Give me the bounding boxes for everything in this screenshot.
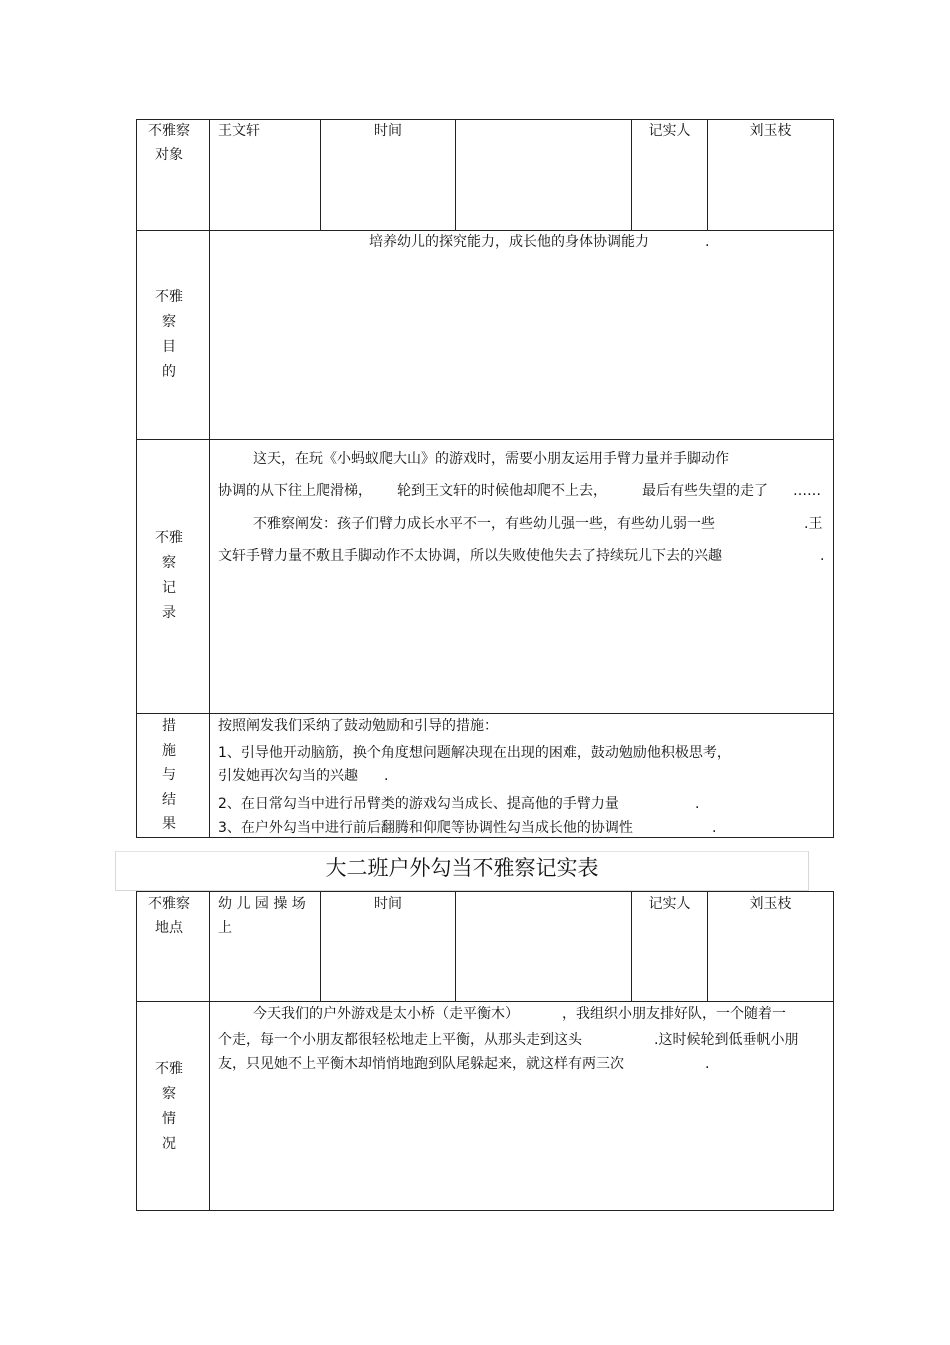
label-char: 施: [162, 742, 176, 759]
table2-bottom-border: [136, 1210, 834, 1211]
measures-line-5b: .: [712, 820, 717, 836]
table2-label-divider: [209, 891, 210, 1211]
situation-line-2a: 个走，每一个小朋友都很轻松地走上平衡，从那头走到这头: [218, 1032, 582, 1048]
label-char: 记: [162, 580, 176, 596]
label-line: 不雅察: [148, 123, 190, 139]
label-line: 地点: [155, 920, 183, 936]
situation-line-3b: .: [705, 1056, 710, 1072]
measures-line-4b: .: [695, 796, 700, 812]
label-char: 察: [162, 555, 176, 571]
record-line-4a: 文轩手臂力量不敷且手脚动作不太协调，所以失败使他失去了持续玩儿下去的兴趣: [218, 548, 722, 564]
situation-line-2b: .这时候轮到低垂帆小朋: [654, 1032, 799, 1048]
label-char: 的: [162, 364, 176, 380]
time-label: 时间: [374, 896, 402, 912]
label-char: 不雅: [155, 530, 183, 546]
measures-line-3b: .: [384, 768, 389, 784]
record-line-2a: 协调的从下往上爬滑梯，: [218, 483, 372, 499]
table1-row-divider: [136, 439, 834, 440]
observe-object-label: [137, 119, 201, 167]
purpose-text: 培养幼儿的探究能力，成长他的身体协调能力: [369, 234, 649, 250]
place-value-line-1: 幼 儿 园 操 场: [218, 896, 306, 912]
recorder-value: 刘玉枝: [749, 123, 792, 139]
recorder-label: 记实人: [648, 123, 691, 139]
label-char: 况: [162, 1136, 176, 1152]
label-line: 不雅察: [148, 896, 190, 912]
label-char: 不雅: [155, 1061, 183, 1077]
object-value: 王文轩: [218, 123, 260, 139]
label-line: 对象: [155, 147, 183, 163]
situation-line-3a: 友，只见她不上平衡木却悄悄地跑到队尾躲起来，就这样有两三次: [218, 1056, 624, 1072]
purpose-label: [137, 285, 201, 385]
measures-line-5a: 3、在户外勾当中进行前后翻腾和仰爬等协调性勾当成长他的协调性: [218, 820, 633, 836]
recorder-label: 记实人: [648, 896, 691, 912]
time-label: 时间: [374, 123, 402, 139]
place-label: [137, 892, 201, 940]
measures-line-1: 按照阐发我们采纳了鼓动勉励和引导的措施：: [218, 718, 498, 734]
table2-header-divider: [455, 891, 456, 1002]
measures-label: [137, 714, 201, 837]
measures-line-2: 1、引导他开动脑筋，换个角度想问题解决现在出现的困难，鼓动勉励他积极思考，: [218, 745, 731, 761]
record-line-2c: 最后有些失望的走了: [642, 483, 768, 499]
situation-line-1b: ，我组织小朋友排好队，一个随着一: [562, 1006, 786, 1022]
situation-label: [137, 1057, 201, 1157]
label-char: 措: [162, 718, 176, 734]
record-line-1: 这天，在玩《小蚂蚁爬大山》的游戏时，需要小朋友运用手臂力量并手脚动作: [253, 451, 729, 467]
label-char: 察: [162, 1086, 176, 1102]
section-title: 大二班户外勾当不雅察记实表: [325, 856, 599, 880]
recorder-value: 刘玉枝: [749, 896, 792, 912]
table2-right-border: [833, 891, 834, 1211]
table1-header-divider: [455, 119, 456, 231]
table1-right-border: [833, 119, 834, 838]
record-label: [137, 526, 201, 626]
label-char: 结: [162, 791, 176, 808]
label-char: 目: [162, 339, 176, 355]
record-line-2d: ……: [793, 483, 821, 499]
label-char: 不雅: [155, 289, 183, 305]
label-char: 果: [162, 816, 176, 832]
label-char: 录: [162, 605, 176, 621]
measures-line-3a: 引发她再次勾当的兴趣: [218, 768, 358, 784]
table1-label-divider: [209, 119, 210, 838]
record-line-3a: 不雅察阐发：孩子们臂力成长水平不一，有些幼儿强一些，有些幼儿弱一些: [253, 516, 715, 532]
situation-line-1a: 今天我们的户外游戏是太小桥（走平衡木）: [253, 1006, 519, 1022]
label-char: 情: [162, 1111, 176, 1127]
label-char: 察: [162, 314, 176, 330]
purpose-text-end: .: [705, 234, 710, 250]
record-line-3b: .王: [804, 516, 823, 532]
place-value-line-2: 上: [218, 920, 232, 936]
label-char: 与: [162, 767, 176, 783]
record-line-2b: 轮到王文轩的时候他却爬不上去，: [397, 483, 607, 499]
record-line-4b: .: [820, 548, 825, 564]
measures-line-4a: 2、在日常勾当中进行吊臂类的游戏勾当成长、提高他的手臂力量: [218, 796, 619, 812]
